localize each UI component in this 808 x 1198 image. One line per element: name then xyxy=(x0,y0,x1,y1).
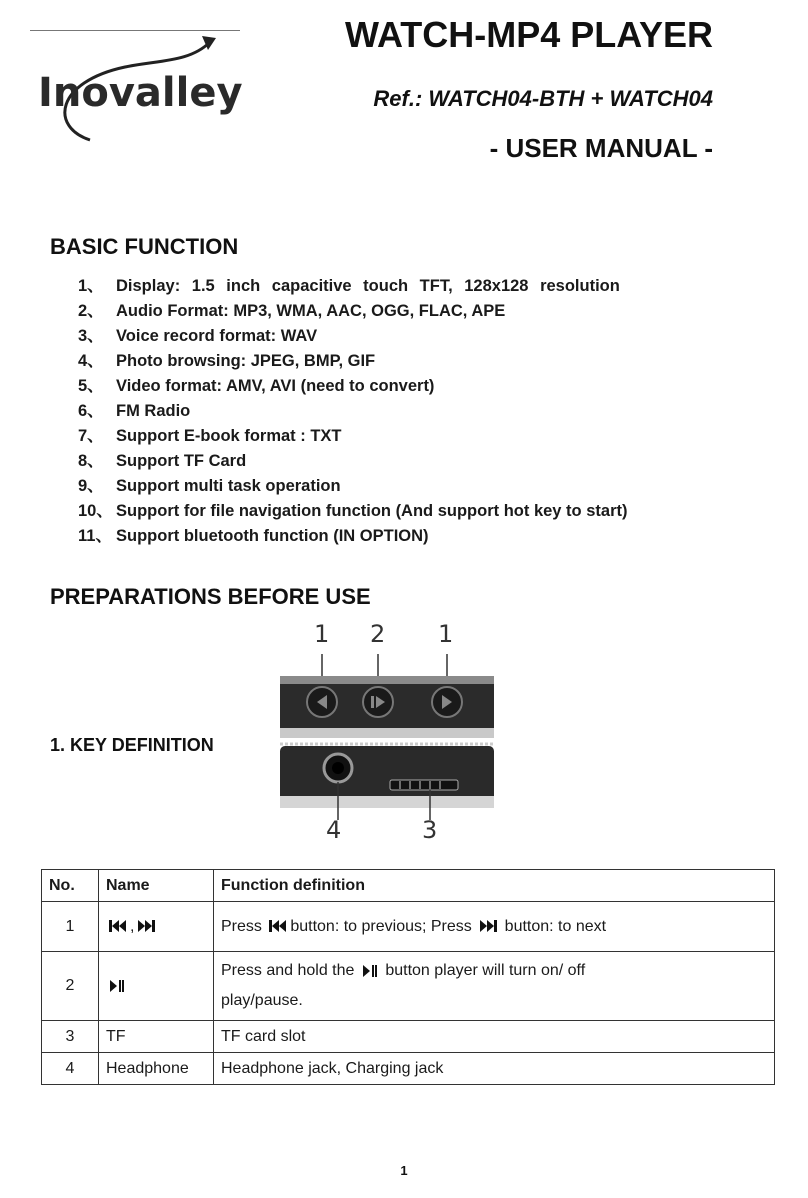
list-item: 4、 Photo browsing: JPEG, BMP, GIF xyxy=(78,352,376,370)
header-no: No. xyxy=(42,870,99,902)
previous-icon xyxy=(109,919,127,933)
next-icon xyxy=(479,919,497,933)
list-item: 2、 Audio Format: MP3, WMA, AAC, OGG, FLAC, APE xyxy=(78,302,506,320)
table-header-row xyxy=(42,870,775,902)
name-cell: Headphone xyxy=(99,1053,214,1085)
play-pause-icon xyxy=(109,979,125,993)
list-item: 8、 Support TF Card xyxy=(78,452,247,470)
callout-label: 1 xyxy=(438,620,454,648)
table-row: 3 TF TF card slot xyxy=(42,1021,775,1053)
callout-label: 2 xyxy=(370,620,386,648)
table-row: 2 Press and hold the button player will turn on/ off play/pause. xyxy=(42,952,775,1021)
document-title: WATCH-MP4 PLAYER xyxy=(344,14,713,55)
key-definition-table xyxy=(41,869,775,1085)
list-item: 1、 Display: 1.5 inch capacitive touch TFT, 128x128 resolution xyxy=(78,277,620,295)
header-name: Name xyxy=(99,870,214,902)
subsection-heading-key-definition: 1. KEY DEFINITION xyxy=(50,735,214,755)
name-cell xyxy=(99,952,214,1021)
list-item: 3、 Voice record format: WAV xyxy=(78,327,318,345)
next-icon xyxy=(137,919,155,933)
callout-label: 3 xyxy=(422,816,438,844)
name-cell: TF xyxy=(99,1021,214,1053)
previous-icon xyxy=(269,919,287,933)
feature-list xyxy=(78,275,658,550)
list-item: 11、 Support bluetooth function (IN OPTION) xyxy=(78,527,429,545)
header-function: Function definition xyxy=(214,870,775,902)
list-item: 7、 Support E-book format : TXT xyxy=(78,427,342,445)
callout-label: 4 xyxy=(326,816,342,844)
list-item: 6、 FM Radio xyxy=(78,402,191,420)
definition-cell: Headphone jack, Charging jack xyxy=(214,1053,775,1085)
table-row: 1 , Press button: to previous; Press button: to next xyxy=(42,902,775,952)
list-item: 5、 Video format: AMV, AVI (need to convert) xyxy=(78,377,435,395)
document-subtitle: - USER MANUAL - xyxy=(489,133,713,163)
list-item: 9、 Support multi task operation xyxy=(78,477,341,495)
play-pause-icon xyxy=(362,964,378,978)
brand-logo xyxy=(30,22,245,142)
definition-cell: TF card slot xyxy=(214,1021,775,1053)
section-heading-basic: BASIC FUNCTION xyxy=(50,234,239,259)
device-figure xyxy=(270,620,500,850)
page-number: 1 xyxy=(400,1163,408,1178)
section-heading-preparations: PREPARATIONS BEFORE USE xyxy=(50,584,371,609)
list-item: 10、 Support for file navigation function (And support hot key to start) xyxy=(78,502,628,520)
logo-wordmark: Inovalley xyxy=(38,70,243,116)
name-cell: , xyxy=(99,902,214,952)
definition-cell: Press and hold the button player will turn on/ off play/pause. xyxy=(214,952,775,1021)
model-reference: Ref.: WATCH04-BTH + WATCH04 xyxy=(373,86,713,111)
table-row: 4 Headphone Headphone jack, Charging jack xyxy=(42,1053,775,1085)
device-photo xyxy=(270,650,500,840)
definition-cell: Press button: to previous; Press button: to next xyxy=(214,902,775,952)
callout-label: 1 xyxy=(314,620,330,648)
